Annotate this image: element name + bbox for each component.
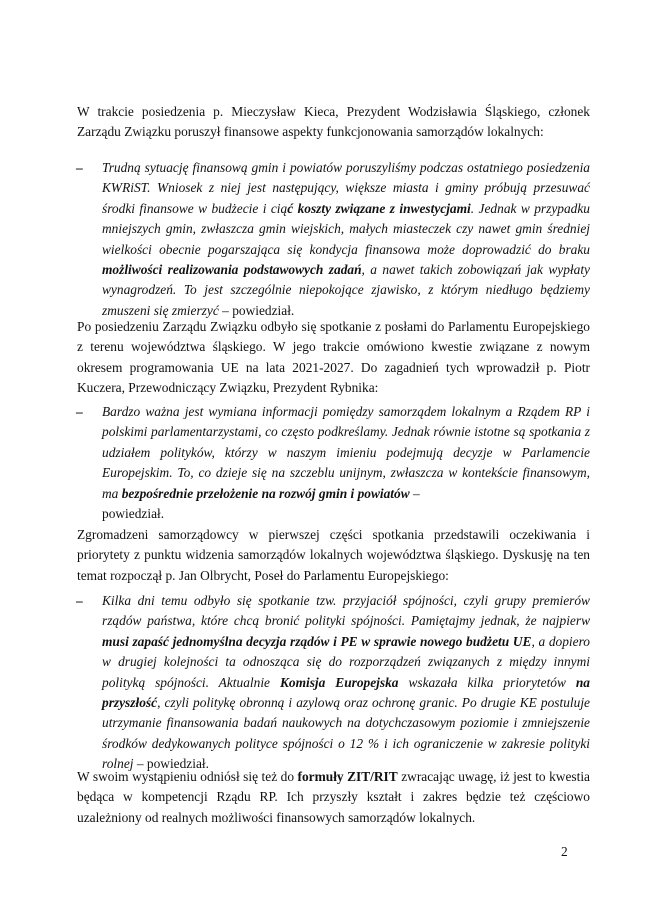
attribution: – powiedział. — [133, 756, 209, 772]
attribution: powiedział. — [102, 506, 165, 522]
quote-text: Bardzo ważna jest wymiana informacji pomiędzy samorządem lokalnym a Rządem RP i polskimi parlamentarzystami, co często podkreślamy. Jednak równie istotne są spotkania z udziałem polityków, którzy w naszym imieniu podejmują decyzje w Parlamencie Europejskim. To, co dzieje się na szczeblu unijnym, zwłaszcza w kontekście finansowym, ma bezpośrednie przełożenie na rozwój gmin i powiatów – — [102, 404, 590, 501]
paragraph-kieca-intro: W trakcie posiedzenia p. Mieczysław Kieca, Prezydent Wodzisławia Śląskiego, członek Zarządu Związku poruszył finansowe aspekty funkcjonowania samorządów lokalnych: — [77, 104, 590, 140]
bullet-dash: – — [76, 404, 83, 419]
quote-kieca — [76, 158, 591, 321]
bullet-dash: – — [76, 593, 83, 608]
quote-olbrycht — [76, 591, 591, 775]
attribution: – powiedział. — [218, 302, 295, 318]
quote-text: Trudną sytuację finansową gmin i powiatów poruszyliśmy podczas ostatniego posiedzenia KWRiST. Wniosek z niej jest następujący, większe miasta i gminy próbują przesuwać środki finansowe w budżecie i ciąć koszty związane z inwestycjami. Jednak w przypadku mniejszych gmin, zwłaszcza gmin wiejskich, małych miasteczek czy nawet gmin średniej wielkości obecnie pogarszająca się kondycja finansowa może doprowadzić do braku możliwości realizowania podstawowych zadań, a nawet takich zobowiązań jak wypłaty wynagrodzeń. To jest szczególnie niepokojące zjawisko, z którym niedługo będziemy zmuszeni się zmierzyć — [102, 160, 591, 318]
paragraph-meeting-meps: Po posiedzeniu Zarządu Związku odbyło się spotkanie z posłami do Parlamentu Europejskiego z terenu województwa śląskiego. W jego trakcie omówiono kwestie związane z nowym okresem programowania UE na lata 2021-2027. Do zagadnień tych wprowadził p. Piotr Kuczera, Przewodniczący Związku, Prezydent Rybnika: — [77, 319, 590, 396]
bold-formula: formuły ZIT/RIT — [297, 769, 398, 784]
bullet-dash: – — [76, 160, 83, 175]
paragraph-olbrycht-intro: Zgromadzeni samorządowcy w pierwszej części spotkania przedstawili oczekiwania i priorytety z punktu widzenia samorządów lokalnych województwa śląskiego. Dyskusję na ten temat rozpoczął p. Jan Olbrycht, Poseł do Parlamentu Europejskiego: — [77, 527, 590, 583]
quote-text: Kilka dni temu odbyło się spotkanie tzw. przyjaciół spójności, czyli grupy premierów rządów państwa, które chcą bronić polityki spójności. Pamiętajmy jednak, że najpierw musi zapaść jednomyślna decyzja rządów i PE w sprawie nowego budżetu UE, a dopiero w drugiej kolejności ta odnosząca się do rozporządzeń związanych z między innymi polityką spójności. Aktualnie Komisja Europejska wskazała kilka priorytetów na przyszłość, czyli politykę obronną i azylową oraz ochronę granic. Po drugie KE postuluje utrzymanie finansowania badań naukowych na dotychczasowym poziomie i zmniejszenie środków dedykowanych polityce spójności o 12 % i ich ograniczenie w zakresie polityki rolnej — [102, 593, 591, 772]
quote-kuczera — [76, 402, 590, 524]
paragraph-zit-rit: W swoim wystąpieniu odniósł się też do formuły ZIT/RIT zwracając uwagę, iż jest to kwestia będąca w kompetencji Rządu RP. Ich przyszły kształt i zakres będzie też częściowo uzależniony od realnych możliwości finansowych samorządów lokalnych. — [77, 769, 590, 825]
page-number: 2 — [561, 844, 568, 859]
